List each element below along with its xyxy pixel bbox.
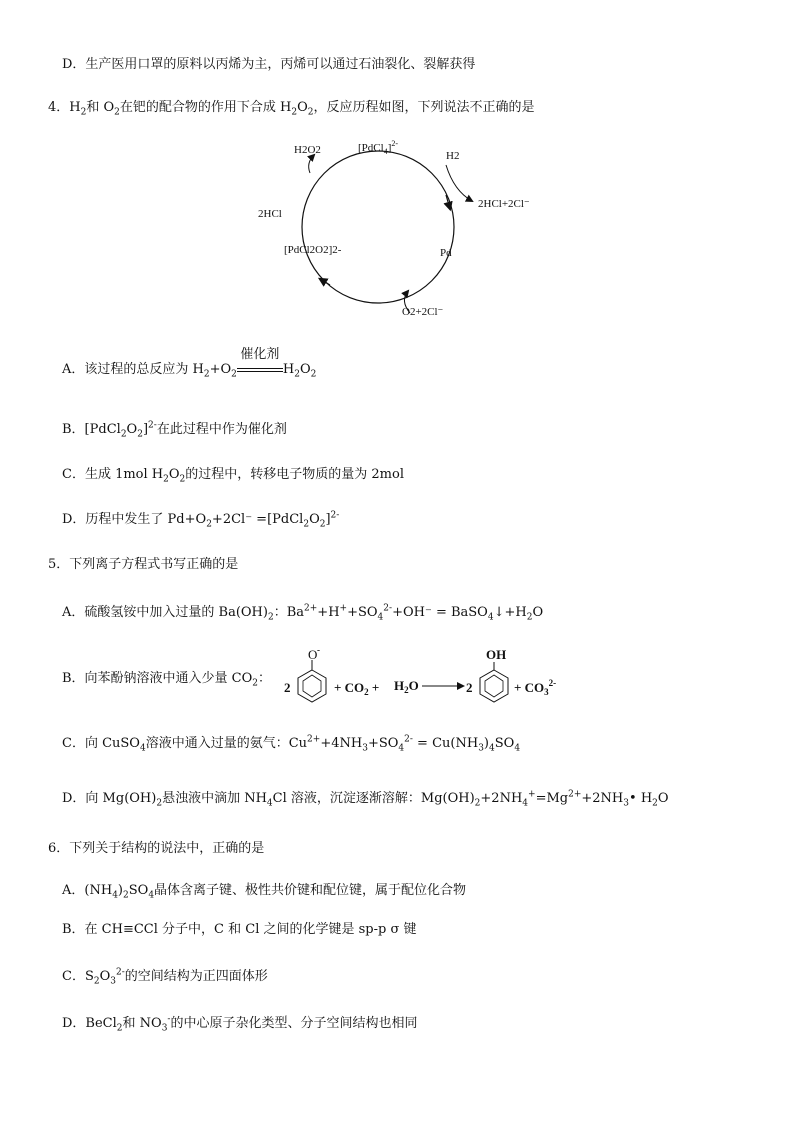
cycle-h2o2: H2O2 [294,144,321,156]
h2o2-out-arrow [309,155,314,173]
cycle-h2: H2 [446,150,460,162]
q4-option-c: C．生成 1mol $H_2O_2$的过程中，转移电子物质的量为 2mol [62,467,404,485]
svg-text:-: - [317,646,320,655]
reaction-cycle-diagram [250,135,550,325]
cycle-bottom-in: O2+2Cl⁻ [402,306,444,318]
q4-option-a: A．该过程的总反应为 $H_2+O_2$ 催化剂 $H_2O_2$ [62,347,317,380]
q5-stem: 5．下列离子方程式书写正确的是 [48,557,239,572]
phenoxide-ring [298,646,326,702]
q3-option-d: D．生产医用口罩的原料以丙烯为主，丙烯可以通过石油裂化、裂解获得 [62,57,476,72]
q5-option-a: A．硫酸氢铵中加入过量的 $Ba(OH)_2$：$Ba^{2+}+H^++SO_4^{2-}+OH^-$ = $BaSO_4↓+H_2O$ [62,603,544,623]
svg-text:+ CO32-: + $CO_3^{2-}$ [514,678,557,697]
svg-text:2: 2 [284,680,291,695]
q5-option-c: C．向 CuSO$_4$溶液中通入过量的氨气：$Cu^{2+}+4NH_3+SO_4^{2-} = Cu(NH_3)_4SO_4$ [62,734,521,754]
phenoxide-reaction-equation [282,646,582,710]
cycle-hcl: 2HCl [258,208,282,220]
catalyst-label: 催化剂 [240,347,280,362]
svg-text:OH: OH [486,647,507,662]
q6-option-b: B．在 CH≡CCl 分子中，C 和 Cl 之间的化学键是 sp-p σ 键 [62,922,417,937]
q6-stem: 6．下列关于结构的说法中，正确的是 [48,841,265,856]
q6-option-a: A．$(NH_4)_2SO_4$晶体含离子键、极性共价键和配位键，属于配位化合物 [62,883,467,901]
cycle-top-complex: [PdCl$_4$]$^{2-}$ [358,139,399,156]
q5-option-d: D．向 $Mg(OH)_2$悬浊液中滴加 $NH_4Cl$ 溶液，沉淀逐渐溶解：$Mg(OH)_2+2NH_4^+=Mg^{2+}+2NH_3•$ $H_2O$ [62,789,669,809]
q5-option-b: B．向苯酚钠溶液中通入少量 $CO_2$： [62,671,272,689]
cycle-left-complex: [PdCl2O2]2- [284,244,342,256]
h2-in-arrow [446,165,472,201]
svg-text:O: O [308,647,318,662]
q6-option-d: D．BeCl$_2$和 $NO_3^-$的中心原子杂化类型、分子空间结构也相同 [62,1014,418,1034]
phenol-ring [480,647,508,702]
q6-option-c: C．$S_2O_3^{2-}$的空间结构为正四面体形 [62,967,268,987]
q4-stem: 4．$H_2$和 $O_2$在钯的配合物的作用下合成 $H_2O_2$，反应历程如图，下列说法不正确的是 [48,100,535,118]
svg-text:2: 2 [466,680,473,695]
q4-option-d: D．历程中发生了 $Pd+O_2+2Cl^-$ $=[PdCl_2O_2]^{2-}$ [62,510,340,530]
cycle-right-out: 2HCl+2Cl⁻ [478,198,530,210]
q4-option-b: B．$[PdCl_2O_2]^{2-}$在此过程中作为催化剂 [62,420,287,440]
cycle-pd: Pd [440,247,452,259]
svg-text:+ CO2 +: + $CO_2$ + [334,680,380,697]
svg-text:H2O: $H_2O$ [394,678,419,695]
cycle-circle [302,151,454,303]
